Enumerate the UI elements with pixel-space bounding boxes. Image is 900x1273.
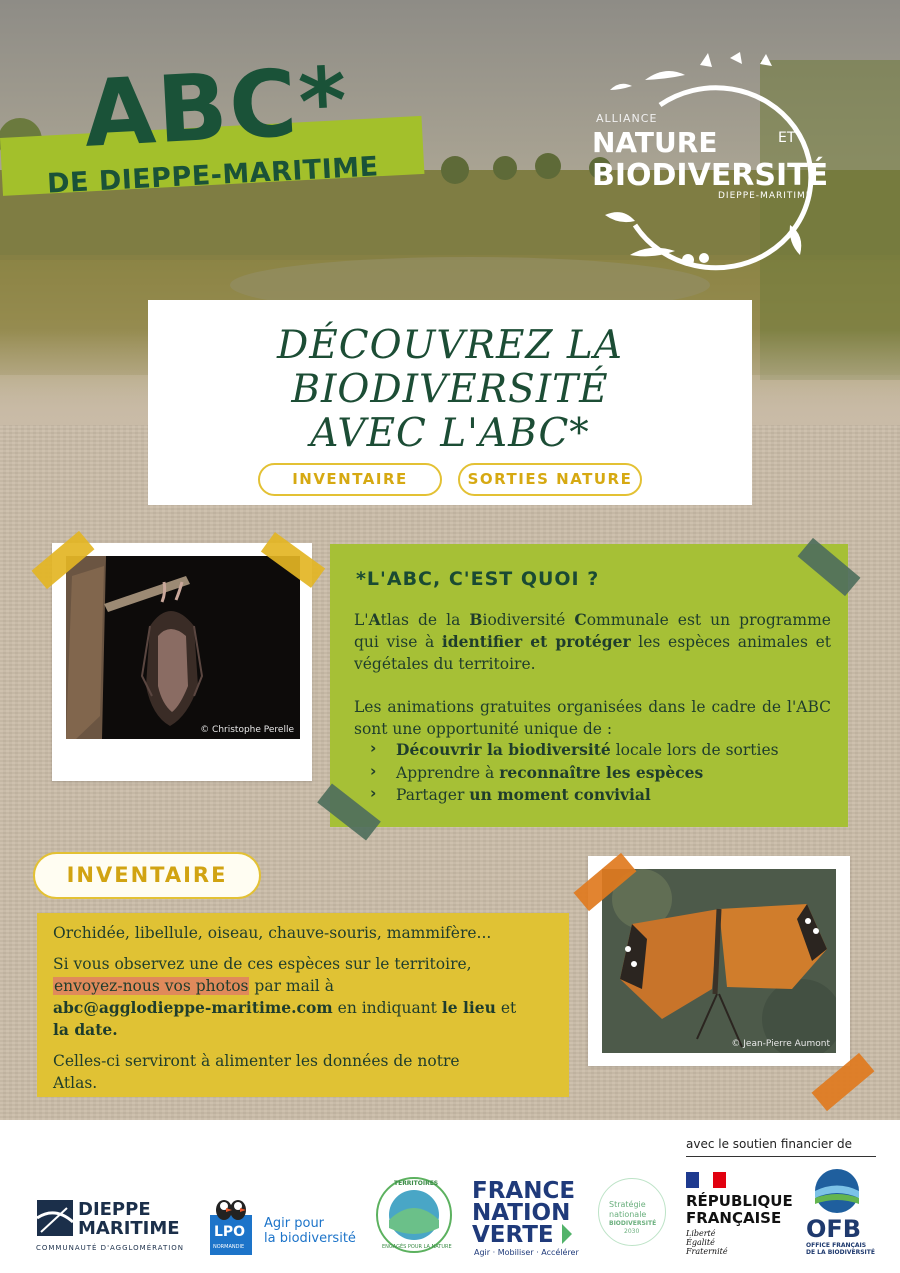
benefit-item: › Apprendre à reconnaître les espèces <box>370 762 779 785</box>
inventaire-data-line: Celles-ci serviront à alimenter les données de notre <box>53 1052 460 1070</box>
territoires-badge-icon <box>375 1176 453 1254</box>
contact-email[interactable]: abc@agglodieppe-maritime.com <box>53 998 333 1017</box>
ofb-globe-icon <box>814 1168 860 1214</box>
snb-line1: Stratégie <box>609 1200 646 1209</box>
abc-animations-paragraph: Les animations gratuites organisées dans le cadre de l'ABC sont une opportunité unique de : <box>354 698 831 738</box>
benefit-item: › Découvrir la biodiversité locale lors de sorties <box>370 739 779 762</box>
fnv-slogan: Agir · Mobiliser · Accélérer <box>474 1248 579 1257</box>
ofb-sub-2: DE LA BIODIVERSITÉ <box>806 1249 875 1256</box>
snb-line4: 2030 <box>624 1228 640 1235</box>
lpo-text: LPO <box>214 1224 246 1240</box>
abc-benefits-list <box>370 739 779 807</box>
lpo-region: NORMANDIE <box>213 1244 245 1250</box>
abc-subtitle: DE DIEPPE-MARITIME <box>46 151 380 200</box>
ofb-text: OFB <box>806 1215 862 1243</box>
rf-motto-3: Fraternité <box>686 1247 728 1256</box>
abc-definition-paragraph: L'Atlas de la Biodiversité Communale est un programme qui vise à identifier et protéger les espèces animales et végétales du territoire. <box>354 610 831 673</box>
headline-line-3: AVEC L'ABC* <box>310 411 590 456</box>
inventaire-heading-tag: INVENTAIRE <box>33 852 261 899</box>
butterfly-photo <box>602 869 836 1053</box>
support-text: avec le soutien financier de <box>686 1137 853 1151</box>
partners-footer <box>0 1120 900 1273</box>
alliance-nature-biodiversite-logo <box>590 50 840 275</box>
lpo-slogan-1: Agir pour <box>264 1216 325 1231</box>
butterfly-photo-credit: © Jean-Pierre Aumont <box>731 1039 830 1049</box>
marianne-flag-icon <box>686 1172 726 1188</box>
benefit-item: › Partager un moment convivial <box>370 784 779 807</box>
dieppe-maritime-icon <box>37 1200 73 1236</box>
abc-explanation-box <box>330 544 848 827</box>
abc-title: ABC* <box>81 47 352 168</box>
inventaire-email-line: abc@agglodieppe-maritime.com en indiquant le lieu et <box>53 998 517 1017</box>
puffin-icon <box>214 1196 248 1222</box>
headline-title <box>148 324 752 456</box>
snb-line2: nationale <box>609 1210 647 1219</box>
ofb-sub-1: OFFICE FRANÇAIS <box>806 1242 867 1249</box>
rf-motto-1: Liberté <box>686 1229 716 1238</box>
abc-explanation-heading: *L'ABC, C'EST QUOI ? <box>356 568 600 590</box>
headline-card <box>148 300 752 505</box>
inventaire-tag: INVENTAIRE <box>258 463 442 496</box>
inventaire-date-line: la date. <box>53 1020 118 1039</box>
inventaire-photos-line: envoyez-nous vos photos par mail à <box>54 977 334 995</box>
inventaire-observe-line: Si vous observez une de ces espèces sur le territoire, <box>53 955 472 973</box>
alliance-biodiversite-text: BIODIVERSITÉ <box>592 158 829 193</box>
rf-line2: FRANÇAISE <box>686 1209 782 1227</box>
support-divider <box>686 1156 876 1157</box>
fnv-line2: NATION <box>472 1200 571 1226</box>
rf-motto-2: Égalité <box>686 1238 715 1247</box>
inventaire-atlas-line: Atlas. <box>53 1074 98 1092</box>
headline-line-2: BIODIVERSITÉ <box>291 367 609 412</box>
inventaire-species-line: Orchidée, libellule, oiseau, chauve-souris, mammifère... <box>53 924 492 942</box>
territoires-top-text: TERRITOIRES <box>394 1180 439 1187</box>
fnv-line1: FRANCE <box>472 1178 576 1204</box>
lpo-slogan-2: la biodiversité <box>264 1231 356 1246</box>
bat-photo-credit: © Christophe Perelle <box>200 725 294 735</box>
dm-line1: DIEPPE <box>78 1199 151 1220</box>
alliance-nature-text: NATURE <box>592 126 718 159</box>
inventaire-box <box>37 913 569 1097</box>
butterfly-polaroid <box>588 856 850 1066</box>
headline-line-1: DÉCOUVREZ LA <box>277 323 623 368</box>
alliance-place-text: DIEPPE-MARITIME <box>718 191 813 201</box>
alliance-et-text: ET <box>778 130 796 146</box>
sorties-nature-tag: SORTIES NATURE <box>458 463 642 496</box>
bat-polaroid <box>52 543 312 781</box>
snb-line3: BIODIVERSITÉ <box>609 1220 657 1227</box>
bat-photo <box>66 556 300 739</box>
territoires-bottom-text: ENGAGÉS POUR LA NATURE <box>382 1244 452 1250</box>
dm-line2: MARITIME <box>78 1218 180 1239</box>
chevron-right-icon <box>562 1224 572 1244</box>
rf-line1: RÉPUBLIQUE <box>686 1192 793 1210</box>
alliance-small-text: ALLIANCE <box>596 112 658 125</box>
dm-subtitle: COMMUNAUTÉ D'AGGLOMÉRATION <box>36 1244 185 1252</box>
fnv-line3: VERTE <box>472 1222 554 1248</box>
